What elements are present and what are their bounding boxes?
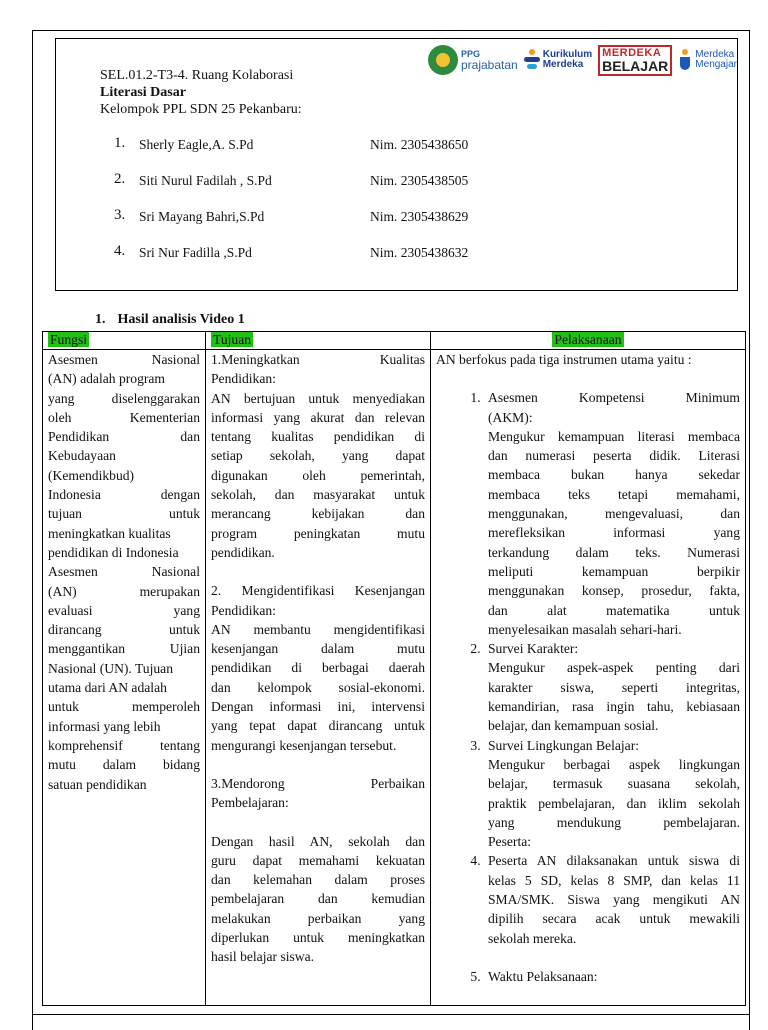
logo-strip (428, 41, 737, 79)
table-header-row (43, 332, 746, 350)
pelaksanaan-line: dan numerasi peserta didik. Literasi (488, 448, 740, 464)
fungsi-line: evaluasi yang (48, 602, 200, 618)
member-number: 2. (114, 171, 126, 187)
tujuan-line: informasi yang akurat dan relevan (211, 409, 425, 425)
pelaksanaan-line: belajar, termasuk suasana sekolah, (488, 776, 740, 792)
column-header-fungsi: Fungsi (43, 332, 206, 350)
ppg-label: PPG (461, 48, 481, 59)
member-name: Sri Mayang Bahri,S.Pd (139, 209, 265, 224)
table-row (43, 350, 746, 1006)
pelaksanaan-line: 2. Survei Karakter: (488, 641, 579, 657)
pelaksanaan-line: menggunakan konsep, prosedur, fakta, (488, 583, 740, 599)
group-label: Kelompok PPL SDN 25 Pekanbaru: (100, 102, 302, 117)
mengajar-mark-icon (678, 49, 692, 71)
tujuan-line: pendidikan di berbagai daerah (211, 660, 425, 676)
pelaksanaan-item (484, 639, 740, 735)
pelaksanaan-line: yang mendukung pembelajaran. (488, 814, 740, 830)
pelaksanaan-item (484, 388, 740, 639)
cell-pelaksanaan (431, 350, 746, 1006)
kurikulum-label: Kurikulum (542, 48, 593, 60)
kurikulum-merdeka-label: Merdeka (542, 59, 584, 70)
pelaksanaan-line: Mengukur berbagai aspek lingkungan (488, 756, 740, 772)
pelaksanaan-line: 4. Peserta AN dilaksanakan untuk siswa di (488, 853, 740, 869)
pelaksanaan-line: belajar, dan kemampuan sosial. (488, 718, 659, 734)
pelaksanaan-line: menyelesaikan masalah sehari-hari. (488, 621, 682, 637)
page-bottom-line (32, 1014, 750, 1015)
tujuan-line: 2. Mengidentifikasi Kesenjangan (211, 583, 425, 599)
tujuan-line: melakukan perbaikan yang (211, 910, 425, 926)
member-number: 4. (114, 243, 126, 259)
tujuan-line: digunakan oleh pemerintah, (211, 467, 425, 483)
fungsi-line: (AN) merupakan (48, 583, 200, 599)
pelaksanaan-line: merefleksikan informasi yang (488, 525, 740, 541)
document-subtitle: Literasi Dasar (100, 85, 186, 100)
tujuan-line: sekolah, dan masyarakat untuk (211, 487, 425, 503)
pelaksanaan-line: Peserta: (488, 834, 532, 850)
member-row (114, 135, 534, 171)
header-box (55, 38, 738, 291)
member-name: Sherly Eagle,A. S.Pd (139, 137, 254, 152)
tujuan-line: AN bertujuan untuk menyediakan (211, 390, 425, 406)
tujuan-line (211, 562, 425, 581)
column-header-pelaksanaan: Pelaksanaan (431, 332, 746, 350)
kurikulum-merdeka-logo (524, 49, 592, 71)
merdeka-label: MERDEKA (602, 46, 662, 59)
tujuan-line: program peningkatan mutu (211, 525, 425, 541)
tujuan-line: AN membantu mengidentifikasi (211, 621, 425, 637)
fungsi-line: satuan pendidikan (48, 776, 147, 792)
tujuan-line: Pembelajaran: (211, 795, 289, 811)
cell-fungsi (43, 350, 206, 1006)
fungsi-line: (Kemendikbud) (48, 467, 135, 483)
member-row (114, 243, 534, 279)
member-list (114, 135, 534, 279)
document-code: SEL.01.2-T3-4. Ruang Kolaborasi (100, 68, 294, 83)
prajabatan-label: prajabatan (461, 57, 518, 72)
fungsi-line: Pendidikan dan (48, 429, 200, 445)
pelaksanaan-line: Mengukur aspek-aspek penting dari (488, 660, 740, 676)
cell-tujuan (206, 350, 431, 1006)
column-header-tujuan: Tujuan (206, 332, 431, 350)
fungsi-line: untuk memperoleh (48, 699, 200, 715)
tujuan-line: dan kelemahan dalam proses (211, 872, 425, 888)
tujuan-line: mengurangi kesenjangan tersebut. (211, 737, 397, 753)
fungsi-line: (AN) adalah program (48, 371, 166, 387)
tujuan-line: 1.Meningkatkan Kualitas (211, 352, 425, 367)
member-nim: Nim. 2305438650 (370, 137, 469, 152)
pelaksanaan-item (484, 736, 740, 852)
merdeka-belajar-logo (598, 45, 672, 76)
pelaksanaan-line: karakter siswa, seperti integritas, (488, 679, 740, 695)
pelaksanaan-line: menggunakan, mengevaluasi, dan (488, 506, 740, 522)
pelaksanaan-line: terkandung dalam teks. Numerasi (488, 544, 740, 560)
pelaksanaan-line: meliputi kemampuan berpikir (488, 563, 740, 579)
pelaksanaan-line: membaca teks tetapi memahami, (488, 486, 740, 502)
tujuan-line (211, 755, 425, 774)
fungsi-line: pendidikan di Indonesia (48, 544, 179, 560)
member-number: 1. (114, 135, 126, 151)
analysis-table (42, 331, 746, 1006)
pelaksanaan-line: praktik pembelajaran, dan iklim sekolah (488, 795, 740, 811)
tujuan-line: dan kelompok sosial-ekonomi. (211, 679, 425, 695)
pelaksanaan-line: Mengukur kemampuan literasi membaca (488, 428, 740, 444)
section-index: 1. (95, 312, 106, 327)
fungsi-line: menggantikan Ujian (48, 641, 200, 657)
fungsi-line: Kebudayaan (48, 448, 116, 464)
tujuan-line: Pendidikan: (211, 602, 276, 618)
tujuan-line: Dengan informasi ini, intervensi (211, 699, 425, 715)
header-text (100, 67, 302, 118)
member-row (114, 171, 534, 207)
tujuan-line: kesenjangan dalam mutu (211, 641, 425, 657)
pelaksanaan-list (436, 388, 740, 986)
fungsi-line: informasi yang lebih (48, 718, 161, 734)
fungsi-line: utama dari AN adalah (48, 680, 167, 696)
tujuan-line: Pendidikan: (211, 371, 276, 387)
pelaksanaan-intro: AN berfokus pada tiga instrumen utama yaitu : (436, 352, 692, 367)
tujuan-line: pembelajaran dan kemudian (211, 891, 425, 907)
pelaksanaan-item (484, 851, 740, 947)
tujuan-line: pendidikan. (211, 544, 275, 560)
pelaksanaan-line: 3. Survei Lingkungan Belajar: (488, 737, 640, 753)
pelaksanaan-line: SMA/SMK. Siswa yang mengikuti AN (488, 892, 740, 908)
member-name: Siti Nurul Fadilah , S.Pd (139, 173, 272, 188)
fungsi-line: oleh Kementerian (48, 409, 200, 425)
fungsi-line: Asesmen Nasional (48, 564, 200, 580)
member-nim: Nim. 2305438632 (370, 245, 469, 260)
pelaksanaan-line: kemandirian, rasa ingin tahu, kebiasaan (488, 699, 740, 715)
fungsi-line: tujuan untuk (48, 506, 200, 522)
fungsi-line: Indonesia dengan (48, 487, 200, 503)
pelaksanaan-line: kelas 5 SD, kelas 8 SMP, dan kelas 11 (488, 872, 740, 888)
university-seal-icon (428, 45, 458, 75)
fungsi-line: komprehensif tentang (48, 737, 200, 753)
pelaksanaan-line: dan alat matematika untuk (488, 602, 740, 618)
tujuan-line: yang tepat dapat dirancang untuk (211, 718, 425, 734)
pelaksanaan-line: dipilih secara acak untuk mewakili (488, 911, 740, 927)
member-nim: Nim. 2305438629 (370, 209, 469, 224)
fungsi-line: mutu dalam bidang (48, 757, 200, 773)
fungsi-line: meningkatkan kualitas (48, 525, 171, 541)
tujuan-line: Dengan hasil AN, sekolah dan (211, 833, 425, 849)
member-name: Sri Nur Fadilla ,S.Pd (139, 245, 252, 260)
pelaksanaan-line: membaca bukan hanya sekedar (488, 467, 740, 483)
section-heading (95, 312, 245, 328)
pelaksanaan-line: (AKM): (488, 409, 533, 425)
tujuan-line (211, 813, 425, 832)
ppg-logo (428, 45, 518, 75)
merdeka-mengajar-logo (678, 49, 737, 71)
fungsi-line: Asesmen Nasional (48, 352, 200, 367)
member-number: 3. (114, 207, 126, 223)
section-title: Hasil analisis Video 1 (117, 312, 245, 327)
fungsi-line: yang diselenggarakan (48, 390, 200, 406)
tujuan-line: setiap sekolah, yang dapat (211, 448, 425, 464)
tujuan-line: merancang kebijakan dan (211, 506, 425, 522)
pelaksanaan-line: sekolah mereka. (488, 930, 577, 946)
tujuan-line: diperlukan untuk meningkatkan (211, 930, 425, 946)
mengajar-label: Mengajar (695, 59, 737, 70)
tujuan-line: hasil belajar siswa. (211, 949, 315, 965)
pelaksanaan-item (484, 967, 740, 986)
kurikulum-mark-icon (524, 49, 540, 71)
member-row (114, 207, 534, 243)
tujuan-line: tentang kualitas pendidikan di (211, 429, 425, 445)
mengajar-merdeka-label: Merdeka (695, 48, 735, 60)
fungsi-line: dirancang untuk (48, 622, 200, 638)
member-nim: Nim. 2305438505 (370, 173, 469, 188)
belajar-label: BELAJAR (602, 57, 669, 74)
pelaksanaan-line: 5. Waktu Pelaksanaan: (488, 968, 598, 984)
pelaksanaan-line: 1. Asesmen Kompetensi Minimum (488, 390, 740, 406)
fungsi-line: Nasional (UN). Tujuan (48, 660, 173, 676)
tujuan-line: guru dapat memahami kekuatan (211, 852, 425, 868)
tujuan-line: 3.Mendorong Perbaikan (211, 775, 425, 791)
